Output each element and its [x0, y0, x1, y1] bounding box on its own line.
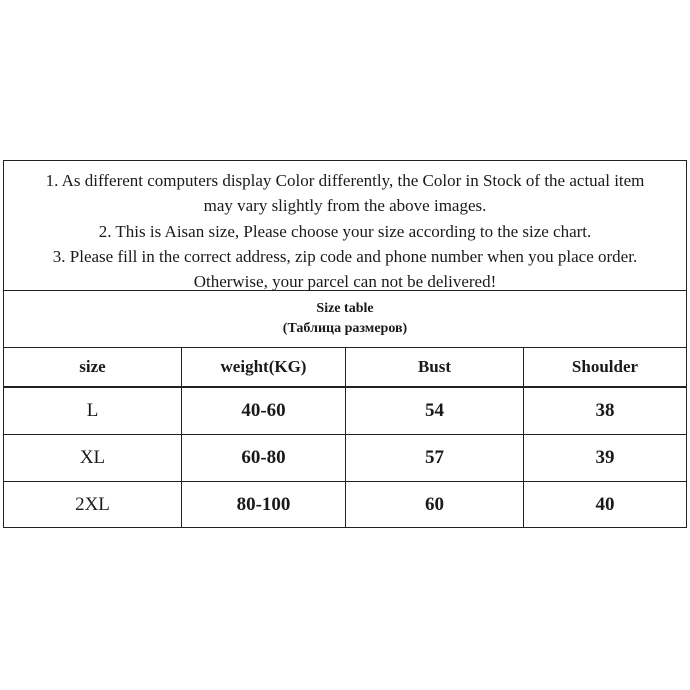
- table-row: [4, 435, 686, 482]
- note-line: 2. This is Aisan size, Please choose your size according to the size chart.: [98, 221, 592, 241]
- cell-weight: 80-100: [182, 482, 346, 528]
- size-table-title: [4, 291, 686, 347]
- note-line: 3. Please fill in the correct address, zip code and phone number when you place order.: [52, 246, 638, 266]
- notes-section: [4, 161, 686, 291]
- cell-shoulder: 38: [595, 400, 615, 421]
- cell-size: 2XL: [4, 482, 182, 528]
- size-table-title-ru: (Таблица размеров): [282, 321, 408, 336]
- table-row: [4, 482, 686, 528]
- size-table-title-en: Size table: [316, 301, 374, 316]
- cell-shoulder: 40: [595, 494, 615, 515]
- cell-bust: 54: [346, 388, 524, 434]
- header-shoulder: Shoulder: [571, 357, 639, 376]
- note-line: may vary slightly from the above images.: [203, 196, 487, 216]
- cell-bust: 60: [346, 482, 524, 528]
- cell-size: L: [4, 388, 182, 434]
- size-info-box: [3, 160, 687, 528]
- cell-shoulder: 39: [595, 447, 615, 468]
- cell-bust: 57: [346, 435, 524, 481]
- size-table: [4, 347, 686, 528]
- table-row: [4, 388, 686, 435]
- cell-weight: 60-80: [182, 435, 346, 481]
- cell-size: XL: [4, 435, 182, 481]
- header-bust: Bust: [346, 348, 524, 386]
- header-weight: weight(KG): [182, 348, 346, 386]
- cell-weight: 40-60: [182, 388, 346, 434]
- header-size: size: [4, 348, 182, 386]
- note-line: Otherwise, your parcel can not be delivered!: [193, 272, 497, 292]
- table-header-row: [4, 348, 686, 388]
- note-line: 1. As different computers display Color differently, the Color in Stock of the actual item: [45, 171, 645, 190]
